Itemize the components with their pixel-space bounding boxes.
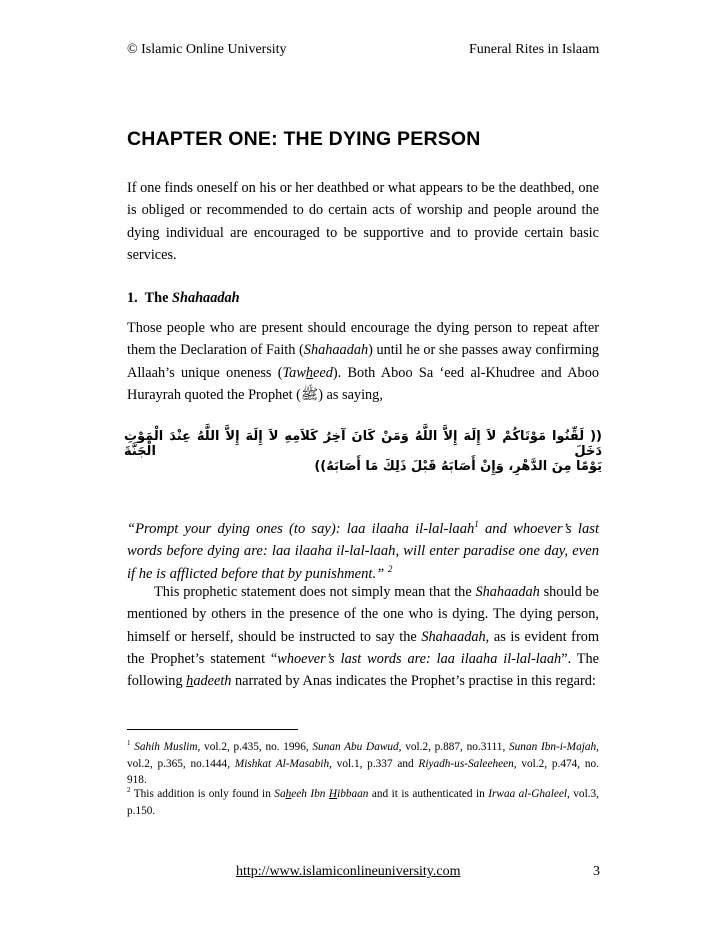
- header-copyright: © Islamic Online University: [127, 42, 287, 57]
- footnote-separator: [127, 729, 298, 730]
- source-title: Sunan Ibn-i-Majah,: [509, 741, 599, 753]
- source-title: Irwaa al-Ghaleel,: [488, 788, 570, 800]
- section-number: 1.: [127, 290, 138, 306]
- text-span: vol.1, p.337 and: [331, 757, 419, 770]
- text-span: vol.2, p.365, no.1444,: [127, 757, 235, 770]
- section-title-italic: Shahaadah: [172, 290, 240, 306]
- footnote-1: [127, 739, 599, 789]
- text-span: h: [186, 673, 194, 690]
- text-span: vol.2, p.887, no.3111,: [401, 741, 509, 753]
- section-title: The: [144, 290, 169, 306]
- text-span: Taw: [282, 364, 306, 381]
- chapter-title: CHAPTER ONE: THE DYING PERSON: [127, 128, 481, 150]
- arabic-hadith-line-1: (( لَقِّنُوا مَوْتَاكُمْ لاَ إِلَهَ إِلاَّ اللَّهُ وَمَنْ كَانَ آخِرُ كَلاَمِهِ لاَ إِلَهَ إِلاَّ اللَّهُ عِنْدَ الْمَوْتِ دَخَلَ الْجَنَّةَ: [124, 429, 602, 459]
- inline-quote: whoever’s last words are: laa ilaaha il-lal-laah: [277, 650, 562, 667]
- footnote-2: [127, 786, 599, 819]
- text-span: h: [305, 364, 314, 381]
- text-span: Sa: [274, 788, 286, 800]
- text-span: eed: [313, 364, 333, 381]
- text-span: should be mentioned by others in the presence of the one who is dying. The dying person, himself or herself, should be instructed to say the: [127, 584, 599, 645]
- text-span: H: [328, 788, 338, 800]
- footer-website-link[interactable]: http://www.islamiconlineuniversity.com: [236, 864, 461, 879]
- text-span: ) as saying,: [318, 386, 383, 403]
- source-title: Riyadh-us-Saleeheen,: [418, 757, 517, 770]
- text-span: adeeth: [193, 673, 232, 690]
- footnote-number: 1: [127, 739, 131, 748]
- page-number: 3: [593, 864, 600, 879]
- term-tawheed: [283, 365, 333, 381]
- text-span: eeh: [291, 788, 307, 800]
- text-span: This addition is only found in: [133, 788, 275, 800]
- arabic-hadith-line-2: يَوْمًا مِنَ الدَّهْرِ، وَإِنْ أَصَابَهُ قَبْلَ ذَلِكَ مَا أَصَابَهُ)): [314, 459, 602, 474]
- source-title: Sunan Abu Dawud,: [312, 741, 402, 753]
- text-span: vol.2, p.474, no. 918.: [127, 757, 599, 786]
- shahaadah-paragraph: [127, 317, 599, 406]
- text-span: h: [285, 788, 292, 800]
- text-span: ). Both Aboo Sa ‘eed al-Khudree and Aboo Hurayrah quoted the Prophet (: [127, 364, 599, 403]
- text-span: narrated by Anas indicates the Prophet’s practise in this regard:: [231, 673, 596, 690]
- text-span: Ibn: [306, 788, 329, 800]
- pbuh-symbol: ﷺ: [300, 386, 319, 403]
- text-span: and whoever’s last words before dying are: laa ilaaha il-lal-laah, will enter paradise one day, even if he is afflicted before that by punishment.”: [127, 521, 600, 582]
- term-shahaadah: Shahaadah: [475, 584, 540, 600]
- text-span: ”. The following: [127, 650, 599, 690]
- text-span: Those people who are present should encourage the dying person to repeat after them the Declaration of Faith (: [127, 320, 599, 359]
- text-span: vol.2, p.435, no. 1996,: [200, 741, 313, 753]
- source-title: Sahih Muslim,: [134, 741, 201, 753]
- term-shahaadah: Shahaadah: [303, 342, 369, 359]
- text-span: , as is evident from the Prophet’s statement “: [127, 628, 599, 667]
- source-title: Mishkat Al-Masabih,: [234, 757, 332, 770]
- footnote-number: 2: [127, 786, 131, 795]
- source-title: [274, 788, 368, 800]
- hadith-translation: [127, 518, 599, 585]
- text-span: ) until he or she passes away confirming Allaah’s unique oneness (: [127, 342, 599, 381]
- footnote-ref-1[interactable]: 1: [474, 519, 479, 530]
- section-heading: [127, 290, 240, 307]
- text-span: and it is authenticated in: [368, 788, 489, 800]
- explanation-paragraph: [127, 581, 599, 692]
- term-hadeeth: [186, 673, 231, 689]
- intro-paragraph: If one finds oneself on his or her deathbed or what appears to be the deathbed, one is obliged or recommended to do certain acts of worship and people around the dying individual are encouraged to be supportive and to provide certain basic services.: [127, 180, 599, 263]
- text-span: “Prompt your dying ones (to say): laa ilaaha il-lal-laah: [127, 521, 475, 537]
- term-shahaadah: Shahaadah: [421, 628, 486, 645]
- text-span: This prophetic statement does not simply mean that the: [154, 584, 476, 600]
- text-span: ibbaan: [337, 788, 369, 800]
- header-book-title: Funeral Rites in Islaam: [469, 42, 600, 57]
- footnote-ref-2[interactable]: 2: [387, 563, 393, 574]
- text-span: vol.3, p.150.: [127, 788, 600, 817]
